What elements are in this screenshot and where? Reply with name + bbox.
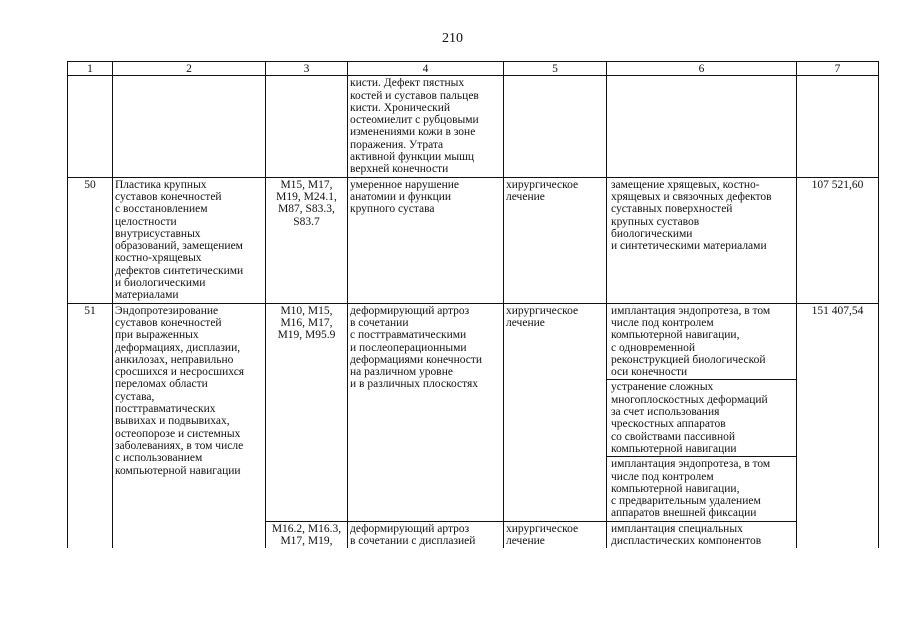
- column-number-row: [68, 62, 879, 76]
- patient-model-cell: [348, 177, 504, 303]
- treatment-type-cell: [504, 521, 607, 548]
- column-header: 5: [504, 62, 607, 76]
- patient-model-cell: [348, 76, 504, 177]
- diagnosis-codes-cell: [266, 521, 348, 548]
- page-number: 210: [442, 31, 463, 46]
- column-header: 6: [607, 62, 797, 76]
- treatment-type-text: хирургическое лечение: [506, 178, 579, 203]
- table-cell: [797, 76, 879, 177]
- diagnosis-codes-cell: [266, 177, 348, 303]
- column-header: 3: [266, 62, 348, 76]
- patient-model-text: деформирующий артроз в сочетании с дисплазией: [350, 522, 476, 547]
- treatment-type-cell: [504, 177, 607, 303]
- treatment-type-text: хирургическое лечение: [506, 522, 579, 547]
- column-header: 4: [348, 62, 504, 76]
- column-header: 2: [113, 62, 266, 76]
- column-header: 7: [797, 62, 879, 76]
- diagnosis-codes-text: M16.2, M16.3, M17, M19,: [271, 522, 342, 547]
- treatment-method-cell: [607, 177, 797, 303]
- patient-model-cell: [348, 303, 504, 521]
- table-cell: [113, 76, 266, 177]
- treatment-type-text: хирургическое лечение: [506, 304, 579, 329]
- patient-model-text: деформирующий артроз в сочетании с посттравматическими и послеоперационными деформациями конечности на различном уровне и в различных плоскостях: [350, 304, 483, 391]
- treatment-method-cell: [607, 457, 797, 521]
- column-header: 1: [68, 62, 113, 76]
- patient-model-cell: [348, 521, 504, 548]
- care-type-text: Пластика крупных суставов конечностей с восстановлением целостности внутрисуставных образований, замещением костно-хрящевых дефектов синтетическими и биологическими материалами: [115, 178, 244, 302]
- care-type-text: Эндопротезирование суставов конечностей при выраженных деформациях, дисплазии, анкилозах, неправильно сросшихся и несросшихся переломах области сустава, посттравматических вывихах и подвывихах, остеопорозе и системных заболеваниях, в том числе с использованием компьютерной навигации: [115, 304, 245, 477]
- medical-care-table: [67, 61, 879, 548]
- price-cell: 107 521,60: [797, 177, 879, 303]
- row-number-cell: 51: [68, 303, 113, 548]
- care-type-cell: [113, 303, 266, 548]
- care-type-cell: [113, 177, 266, 303]
- table-cell: [68, 76, 113, 177]
- treatment-method-text: замещение хрящевых, костно- хрящевых и связочных дефектов суставных поверхностей крупных суставов биологическими и синтетическими материалами: [611, 178, 772, 253]
- treatment-method-text: имплантация эндопротеза, в том числе под контролем компьютерной навигации, с одновременной реконструкцией биологической оси конечности: [611, 304, 771, 379]
- diagnosis-codes-cell: [266, 303, 348, 521]
- price-cell: 151 407,54: [797, 303, 879, 548]
- table-cell: [607, 76, 797, 177]
- table-row-51: [68, 303, 879, 380]
- treatment-method-text: имплантация специальных диспластических компонентов: [611, 522, 762, 547]
- treatment-method-cell: [607, 380, 797, 457]
- treatment-method-text: устранение сложных многоплоскостных деформаций за счет использования чрескостных аппаратов со свойствами пассивной компьютерной навигации: [611, 381, 768, 455]
- patient-model-text: умеренное нарушение анатомии и функции крупного сустава: [350, 178, 459, 216]
- row-number-cell: 50: [68, 177, 113, 303]
- treatment-type-cell: [504, 303, 607, 521]
- treatment-method-cell: [607, 303, 797, 380]
- diagnosis-codes-text: M10, M15, M16, M17, M19, M95.9: [277, 304, 336, 342]
- treatment-method-cell: [607, 521, 797, 548]
- patient-model-text: кисти. Дефект пястных костей и суставов пальцев кисти. Хронический остеомиелит с рубцовыми изменениями кожи в зоне поражения. Утрата активной функции мышц верхней конечности: [350, 77, 479, 176]
- table-row-continuation: [68, 76, 879, 177]
- diagnosis-codes-text: M15, M17, M19, M24.1, M87, S83.3, S83.7: [276, 178, 337, 228]
- treatment-method-text: имплантация эндопротеза, в том числе под контролем компьютерной навигации, с предварительным удалением аппаратов внешней фиксации: [611, 458, 771, 520]
- table-cell: [266, 76, 348, 177]
- table-cell: [504, 76, 607, 177]
- table-row-50: [68, 177, 879, 303]
